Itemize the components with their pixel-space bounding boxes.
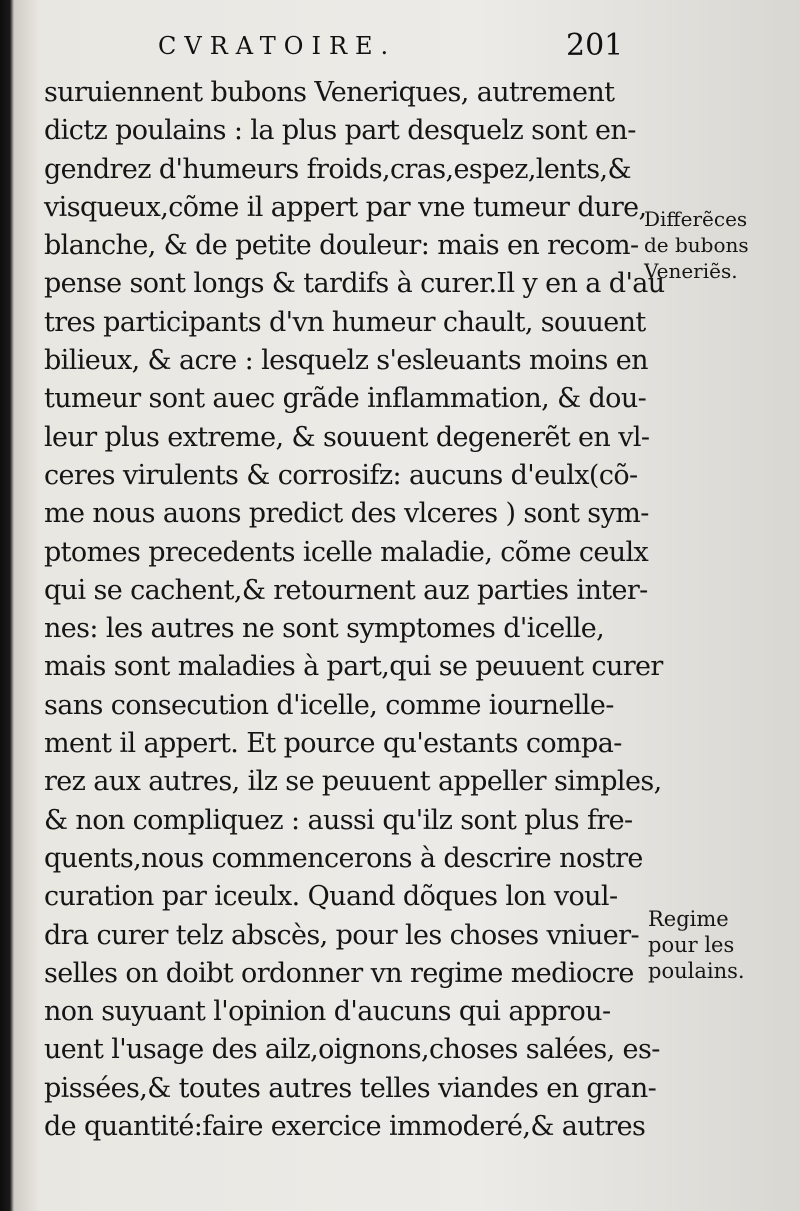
page-number: 201 — [566, 28, 624, 63]
text-line: suruiennent bubons Veneriques, autrement — [44, 77, 615, 108]
text-line: gendrez d'humeurs froids,cras,espez,lents,& — [44, 153, 631, 185]
margin-note-regime — [648, 906, 745, 984]
text-line: qui se cachent,& retournent auz parties inter- — [44, 574, 648, 606]
text-line: rez aux autres, ilz se peuuent appeller simples, — [44, 766, 662, 798]
text-line: visqueux,cõme il appert par vne tumeur dure, — [44, 191, 647, 223]
text-line: leur plus extreme, & souuent degenerẽt en vl- — [44, 421, 650, 453]
text-line: dra curer telz abscès, pour les choses vniuer- — [44, 919, 639, 951]
text-line: non suyuant l'opinion d'aucuns qui approu- — [44, 996, 611, 1028]
margin-note-line: de bubons — [644, 233, 749, 257]
text-line: uent l'usage des ailz,oignons,choses salées, es- — [44, 1034, 660, 1066]
text-line: tres participants d'vn humeur chault, souuent — [44, 306, 646, 338]
text-line: ment il appert. Et pource qu'estants compa- — [44, 728, 622, 760]
margin-note-line: Differẽces — [644, 207, 748, 231]
text-line: bilieux, & acre : lesquelz s'esleuants moins en — [44, 345, 648, 377]
text-line: ptomes precedents icelle maladie, cõme ceulx — [44, 536, 649, 568]
text-line: dictz poulains : la plus part desquelz sont en- — [44, 115, 636, 147]
margin-note-differences — [644, 206, 749, 284]
text-line: & non compliquez : aussi qu'ilz sont plus fre- — [44, 804, 633, 836]
margin-note-line: Regime — [648, 907, 729, 931]
text-line: tumeur sont auec grãde inflammation, & dou- — [44, 383, 647, 415]
text-line: pense sont longs & tardifs à curer.Il y en a d'au — [44, 268, 665, 300]
text-line: pissées,& toutes autres telles viandes en gran- — [44, 1072, 657, 1104]
page-header — [0, 28, 800, 68]
text-line: sans consecution d'icelle, comme iournelle- — [44, 689, 614, 721]
margin-note-line: pour les — [648, 933, 735, 957]
text-line: de quantité:faire exercice immoderé,& autres — [44, 1111, 646, 1143]
margin-note-line: Veneriẽs. — [644, 259, 738, 283]
text-line: quents,nous commencerons à descrire nostre — [44, 842, 643, 874]
body-text — [44, 74, 665, 1146]
margin-note-line: poulains. — [648, 959, 745, 983]
text-line: curation par iceulx. Quand dõques lon voul- — [44, 881, 618, 913]
running-head: CVRATOIRE. — [158, 32, 397, 60]
text-line: mais sont maladies à part,qui se peuuent curer — [44, 651, 663, 683]
text-line: me nous auons predict des vlceres ) sont sym- — [44, 498, 649, 530]
text-line: blanche, & de petite douleur: mais en recom- — [44, 230, 639, 262]
text-line: selles on doibt ordonner vn regime mediocre — [44, 957, 634, 989]
text-line: nes: les autres ne sont symptomes d'icelle, — [44, 613, 605, 645]
text-line: ceres virulents & corrosifz: aucuns d'eulx(cõ- — [44, 459, 638, 491]
